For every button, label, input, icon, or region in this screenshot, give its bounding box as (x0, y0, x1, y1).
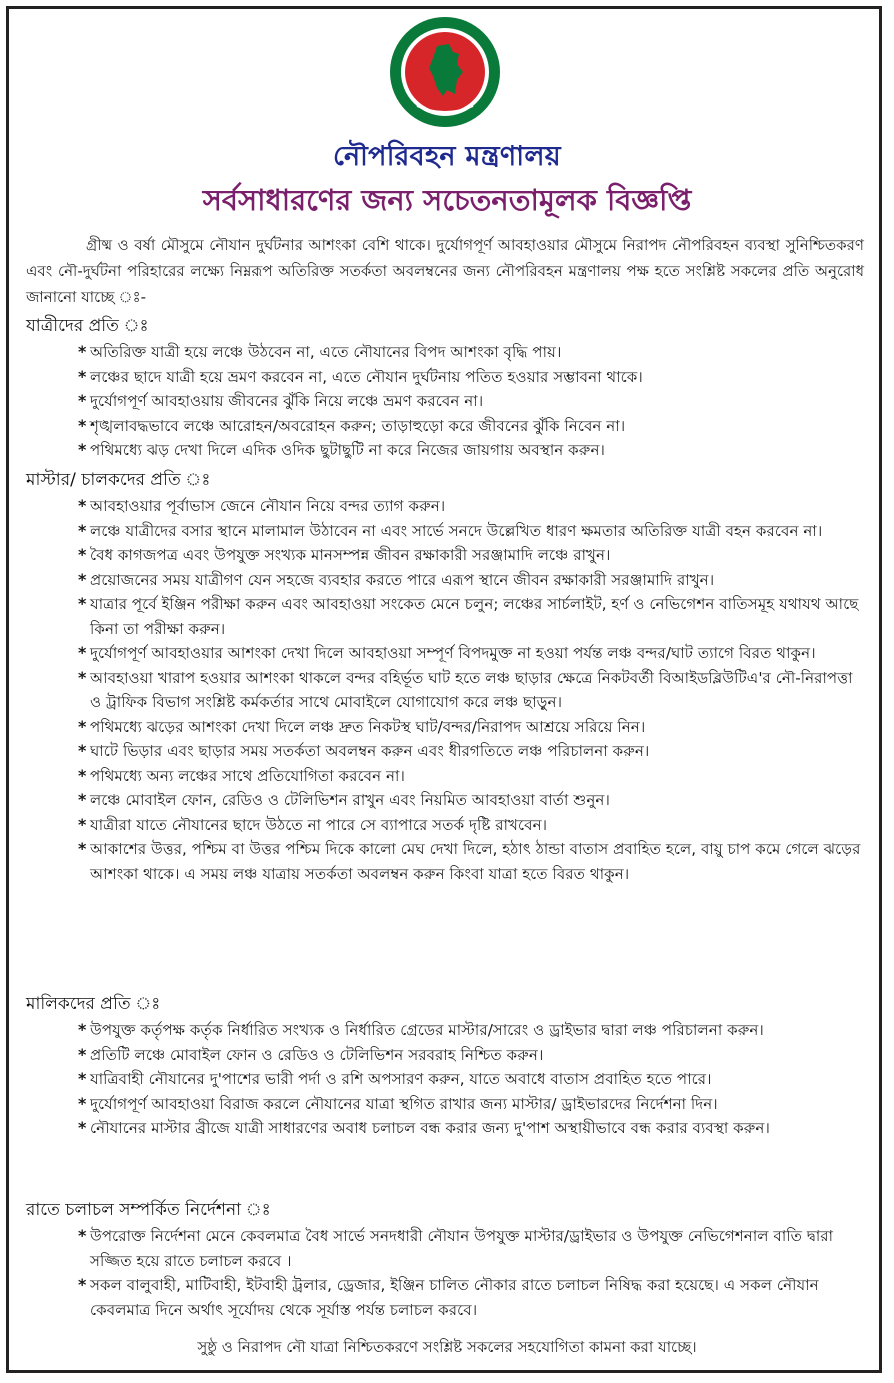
list-item: * দুর্যোগপূর্ণ আবহাওয়ার আশংকা দেখা দিলে আবহাওয়া সম্পূর্ণ বিপদমুক্ত না হওয়া পর্যন্ত লঞ্চ বন্দর/ঘাট ত্যাগে বিরত থাকুন। (26, 641, 866, 666)
ministry-title: নৌপরিবহন মন্ত্রণালয় (333, 141, 561, 172)
bullet-list (26, 340, 866, 463)
list-item: * আবহাওয়া খারাপ হওয়ার আশংকা থাকলে বন্দর বহির্ভূত ঘাট হতে লঞ্চ ছাড়ার ক্ষেত্রে নিকটবর্তী বিআইডব্লিউটিএ'র নৌ-নিরাপত্তা ও ট্রাফিক বিভাগ সংশ্লিষ্ট কর্মকর্তার সাথে মোবাইলে যোগাযোগ করে লঞ্চ ছাড়ুন। (26, 666, 866, 715)
list-item: * আবহাওয়ার পূর্বাভাস জেনে নৌযান নিয়ে বন্দর ত্যাগ করুন। (26, 494, 866, 519)
bullet-list (26, 1018, 866, 1141)
section-owners (26, 990, 866, 1141)
list-item: * উপযুক্ত কর্তৃপক্ষ কর্তৃক নির্ধারিত সংখ্যক ও নির্ধারিত গ্রেডের মাস্টার/সারেং ও ড্রাইভার দ্বারা লঞ্চ পরিচালনা করুন। (26, 1018, 866, 1043)
list-item: * দুর্যোগপূর্ণ আবহাওয়ায় জীবনের ঝুঁকি নিয়ে লঞ্চে ভ্রমণ করবেন না। (26, 389, 866, 414)
section-masters (26, 466, 866, 886)
list-item: * যাত্রীরা যাতে নৌযানের ছাদে উঠতে না পারে সে ব্যাপারে সতর্ক দৃষ্টি রাখবেন। (26, 813, 866, 838)
list-item: * সকল বালুবাহী, মাটিবাহী, ইটবাহী ট্রলার, ড্রেজার, ইঞ্জিন চালিত নৌকার রাতে চলাচল নিষিদ্ধ করা হয়েছে। এ সকল নৌযান কেবলমাত্র দিনে অর্থাৎ সূর্যোদয় থেকে সূর্যাস্ত পর্যন্ত চলাচল করবে। (26, 1273, 866, 1322)
list-item: * অতিরিক্ত যাত্রী হয়ে লঞ্চে উঠবেন না, এতে নৌযানের বিপদ আশংকা বৃদ্ধি পায়। (26, 340, 866, 365)
list-item: * আকাশের উত্তর, পশ্চিম বা উত্তর পশ্চিম দিকে কালো মেঘ দেখা দিলে, হঠাৎ ঠান্ডা বাতাস প্রবাহিত হলে, বায়ু চাপ কমে গেলে ঝড়ের আশংকা থাকে। এ সময় লঞ্চ যাত্রায় সতর্কতা অবলম্বন করুন কিংবা যাত্রা হতে বিরত থাকুন। (26, 837, 866, 886)
notice-subtitle: সর্বসাধারণের জন্য সচেতনতামূলক বিজ্ঞপ্তি (202, 183, 692, 217)
list-item: * নৌযানের মাস্টার ব্রীজে যাত্রী সাধারণের অবাধ চলাচল বন্ধ করার জন্য দু'পাশ অস্থায়ীভাবে বন্ধ করার ব্যবস্থা করুন। (26, 1116, 866, 1141)
list-item: * পথিমধ্যে ঝড় দেখা দিলে এদিক ওদিক ছুটাছুটি না করে নিজের জায়গায় অবস্থান করুন। (26, 438, 866, 463)
government-seal-logo (387, 14, 503, 130)
list-item: * প্রতিটি লঞ্চে মোবাইল ফোন ও রেডিও ও টেলিভিশন সরবরাহ নিশ্চিত করুন। (26, 1043, 866, 1068)
section-heading: মাস্টার/ চালকদের প্রতি ঃ (26, 470, 211, 490)
closing-statement: সুষ্ঠু ও নিরাপদ নৌ যাত্রা নিশ্চিতকরণে সংশ্লিষ্ট সকলের সহযোগিতা কামনা করা যাচ্ছে। (197, 1338, 697, 1356)
intro-paragraph: গ্রীষ্ম ও বর্ষা মৌসুমে নৌযান দুর্ঘটনার আশংকা বেশি থাকে। দুর্যোগপূর্ণ আবহাওয়ার মৌসুমে নিরাপদ নৌপরিবহন ব্যবস্থা সুনিশ্চিতকরণ এবং নৌ-দুর্ঘটনা পরিহারের লক্ষ্যে নিম্নরূপ অতিরিক্ত সতর্কতা অবলম্বনের জন্য নৌপরিবহন মন্ত্রণালয় পক্ষ হতে সংশ্লিষ্ট সকলের প্রতি অনুরোধ জানানো যাচ্ছে ঃ- (26, 236, 864, 306)
list-item: * যাত্রিবাহী নৌযানের দু'পাশের ভারী পর্দা ও রশি অপসারণ করুন, যাতে অবাধে বাতাস প্রবাহিত হতে পারে। (26, 1067, 866, 1092)
list-item: * প্রয়োজনের সময় যাত্রীগণ যেন সহজে ব্যবহার করতে পারে এরূপ স্থানে জীবন রক্ষাকারী সরঞ্জামাদি রাখুন। (26, 568, 866, 593)
list-item: * ঘাটে ভিড়ার এবং ছাড়ার সময় সতর্কতা অবলম্বন করুন এবং ধীরগতিতে লঞ্চ পরিচালনা করুন। (26, 739, 866, 764)
bullet-list (26, 494, 866, 886)
list-item: * পথিমধ্যে অন্য লঞ্চের সাথে প্রতিযোগিতা করবেন না। (26, 764, 866, 789)
section-night-movement (26, 1196, 866, 1322)
section-heading: মালিকদের প্রতি ঃ (26, 994, 161, 1014)
section-heading: রাতে চলাচল সম্পর্কিত নির্দেশনা ঃ (26, 1200, 271, 1220)
bullet-list (26, 1224, 866, 1322)
list-item: * উপরোক্ত নির্দেশনা মেনে কেবলমাত্র বৈধ সার্ভে সনদধারী নৌযান উপযুক্ত মাস্টার/ড্রাইভার ও উপযুক্ত নেভিগেশনাল বাতি দ্বারা সজ্জিত হয়ে রাতে চলাচল করবে । (26, 1224, 866, 1273)
list-item: * বৈধ কাগজপত্র এবং উপযুক্ত সংখ্যক মানসম্পন্ন জীবন রক্ষাকারী সরঞ্জামাদি লঞ্চে রাখুন। (26, 543, 866, 568)
section-heading: যাত্রীদের প্রতি ঃ (26, 316, 149, 336)
list-item: * দুর্যোগপূর্ণ আবহাওয়া বিরাজ করলে নৌযানের যাত্রা স্থগিত রাখার জন্য মাস্টার/ ড্রাইভারদের নির্দেশনা দিন। (26, 1092, 866, 1117)
list-item: * লঞ্চে যাত্রীদের বসার স্থানে মালামাল উঠাবেন না এবং সার্ভে সনদে উল্লেখিত ধারণ ক্ষমতার অতিরিক্ত যাত্রী বহন করবেন না। (26, 519, 866, 544)
list-item: * পথিমধ্যে ঝড়ের আশংকা দেখা দিলে লঞ্চ দ্রুত নিকটস্থ ঘাট/বন্দর/নিরাপদ আশ্রয়ে সরিয়ে নিন। (26, 715, 866, 740)
section-passengers (26, 312, 866, 463)
list-item: * যাত্রার পূর্বে ইঞ্জিন পরীক্ষা করুন এবং আবহাওয়া সংকেত মেনে চলুন; লঞ্চের সার্চলাইট, হর্ণ ও নেভিগেশন বাতিসমূহ যথাযথ আছে কিনা তা পরীক্ষা করুন। (26, 592, 866, 641)
list-item: * শৃঙ্খলাবদ্ধভাবে লঞ্চে আরোহন/অবরোহন করুন; তাড়াহুড়ো করে জীবনের ঝুঁকি নিবেন না। (26, 414, 866, 439)
list-item: * লঞ্চে মোবাইল ফোন, রেডিও ও টেলিভিশন রাখুন এবং নিয়মিত আবহাওয়া বার্তা শুনুন। (26, 788, 866, 813)
list-item: * লঞ্চের ছাদে যাত্রী হয়ে ভ্রমণ করবেন না, এতে নৌযান দুর্ঘটনায় পতিত হওয়ার সম্ভাবনা থাকে। (26, 365, 866, 390)
